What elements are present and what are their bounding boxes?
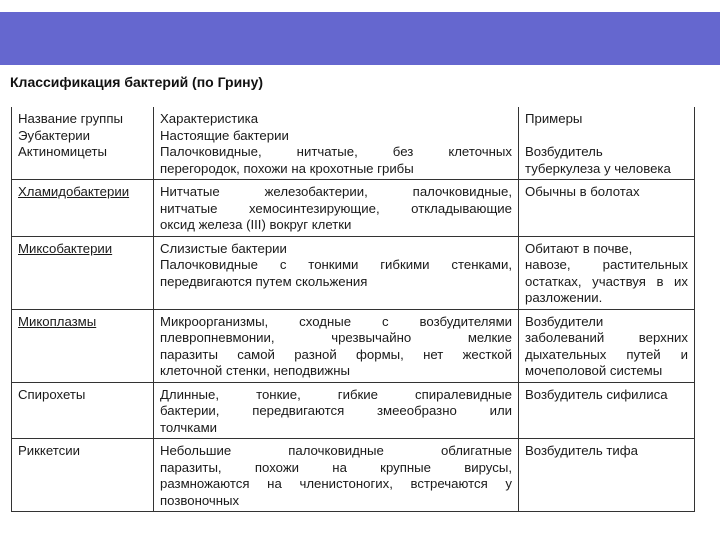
examples-cell <box>519 309 695 382</box>
desc-line: Настоящие бактерии <box>160 127 289 143</box>
table-row <box>12 180 695 237</box>
desc-line: перегородок, похожи на крохотные грибы <box>160 160 414 176</box>
group-name: Актиномицеты <box>18 144 107 159</box>
description-cell <box>154 382 519 439</box>
desc-line: Палочковидные с тонкими гибкими стенками, <box>160 257 512 272</box>
desc-line: размножаются на членистоногих, встречаются у <box>160 476 512 491</box>
example-line: Возбудитель тифа <box>525 443 638 458</box>
desc-line: Слизистые бактерии <box>160 240 287 256</box>
example-line: дыхательных путей и <box>525 346 688 362</box>
group-cell <box>12 107 154 180</box>
description-cell <box>154 107 519 180</box>
examples-cell <box>519 236 695 309</box>
examples-cell <box>519 382 695 439</box>
example-line: Обитают в почве, <box>525 240 633 256</box>
group-cell <box>12 439 154 512</box>
desc-line: Палочковидные, нитчатые, без клеточных <box>160 144 512 159</box>
example-line: Обычны в болотах <box>525 184 640 199</box>
table-row <box>12 309 695 382</box>
desc-line: бактерии, передвигаются змееобразно или <box>160 403 512 418</box>
description-cell <box>154 236 519 309</box>
group-name: Микоплазмы <box>18 313 97 329</box>
example-line: навозе, растительных <box>525 257 688 272</box>
example-line: Возбудитель сифилиса <box>525 386 668 402</box>
desc-line: Длинные, тонкие, гибкие спиралевидные <box>160 386 512 402</box>
group-cell <box>12 236 154 309</box>
group-name: Хламидобактерии <box>18 184 130 199</box>
table-row <box>12 236 695 309</box>
desc-line: нитчатые хемосинтезирующие, откладывающие <box>160 200 512 216</box>
desc-line: толчками <box>160 419 218 435</box>
group-cell <box>12 382 154 439</box>
example-line: Возбудитель <box>525 144 603 159</box>
example-line: остатках, участвуя в их <box>525 273 688 289</box>
group-name: Миксобактерии <box>18 240 113 256</box>
desc-header: Характеристика <box>160 111 259 126</box>
desc-line: паразиты, похожи на крупные вирусы, <box>160 459 512 475</box>
page-title: Классификация бактерий (по Грину) <box>10 74 264 90</box>
desc-line: позвоночных <box>160 492 240 508</box>
group-name: Спирохеты <box>18 386 86 402</box>
desc-line: передвигаются путем скольжения <box>160 273 368 289</box>
examples-header: Примеры <box>525 111 583 126</box>
example-line: Возбудители <box>525 313 604 329</box>
desc-line: Небольшие палочковидные облигатные <box>160 443 512 458</box>
group-name: Риккетсии <box>18 443 80 458</box>
examples-cell <box>519 107 695 180</box>
desc-line: плевропневмонии, чрезвычайно мелкие <box>160 330 512 345</box>
example-line: разложении. <box>525 290 603 305</box>
example-line: мочеполовой системы <box>525 363 663 378</box>
desc-line: Микроорганизмы, сходные с возбудителями <box>160 313 512 329</box>
example-line <box>525 128 688 145</box>
example-line: заболеваний верхних <box>525 330 688 345</box>
group-cell <box>12 180 154 237</box>
bacteria-classification-table <box>11 107 695 512</box>
description-cell <box>154 439 519 512</box>
table-row <box>12 439 695 512</box>
group-cell <box>12 309 154 382</box>
group-name: Эубактерии <box>18 127 91 143</box>
description-cell <box>154 180 519 237</box>
desc-line: паразиты самой разной формы, нет жесткой <box>160 346 512 362</box>
group-header: Название группы <box>18 111 123 126</box>
examples-cell <box>519 439 695 512</box>
examples-cell <box>519 180 695 237</box>
desc-line: Нитчатые железобактерии, палочковидные, <box>160 184 512 199</box>
example-line: туберкулеза у человека <box>525 160 671 176</box>
table-row <box>12 382 695 439</box>
desc-line: клеточной стенки, неподвижны <box>160 363 350 378</box>
table-row <box>12 107 695 180</box>
header-banner <box>0 12 720 65</box>
description-cell <box>154 309 519 382</box>
desc-line: оксид железа (III) вокруг клетки <box>160 217 352 232</box>
